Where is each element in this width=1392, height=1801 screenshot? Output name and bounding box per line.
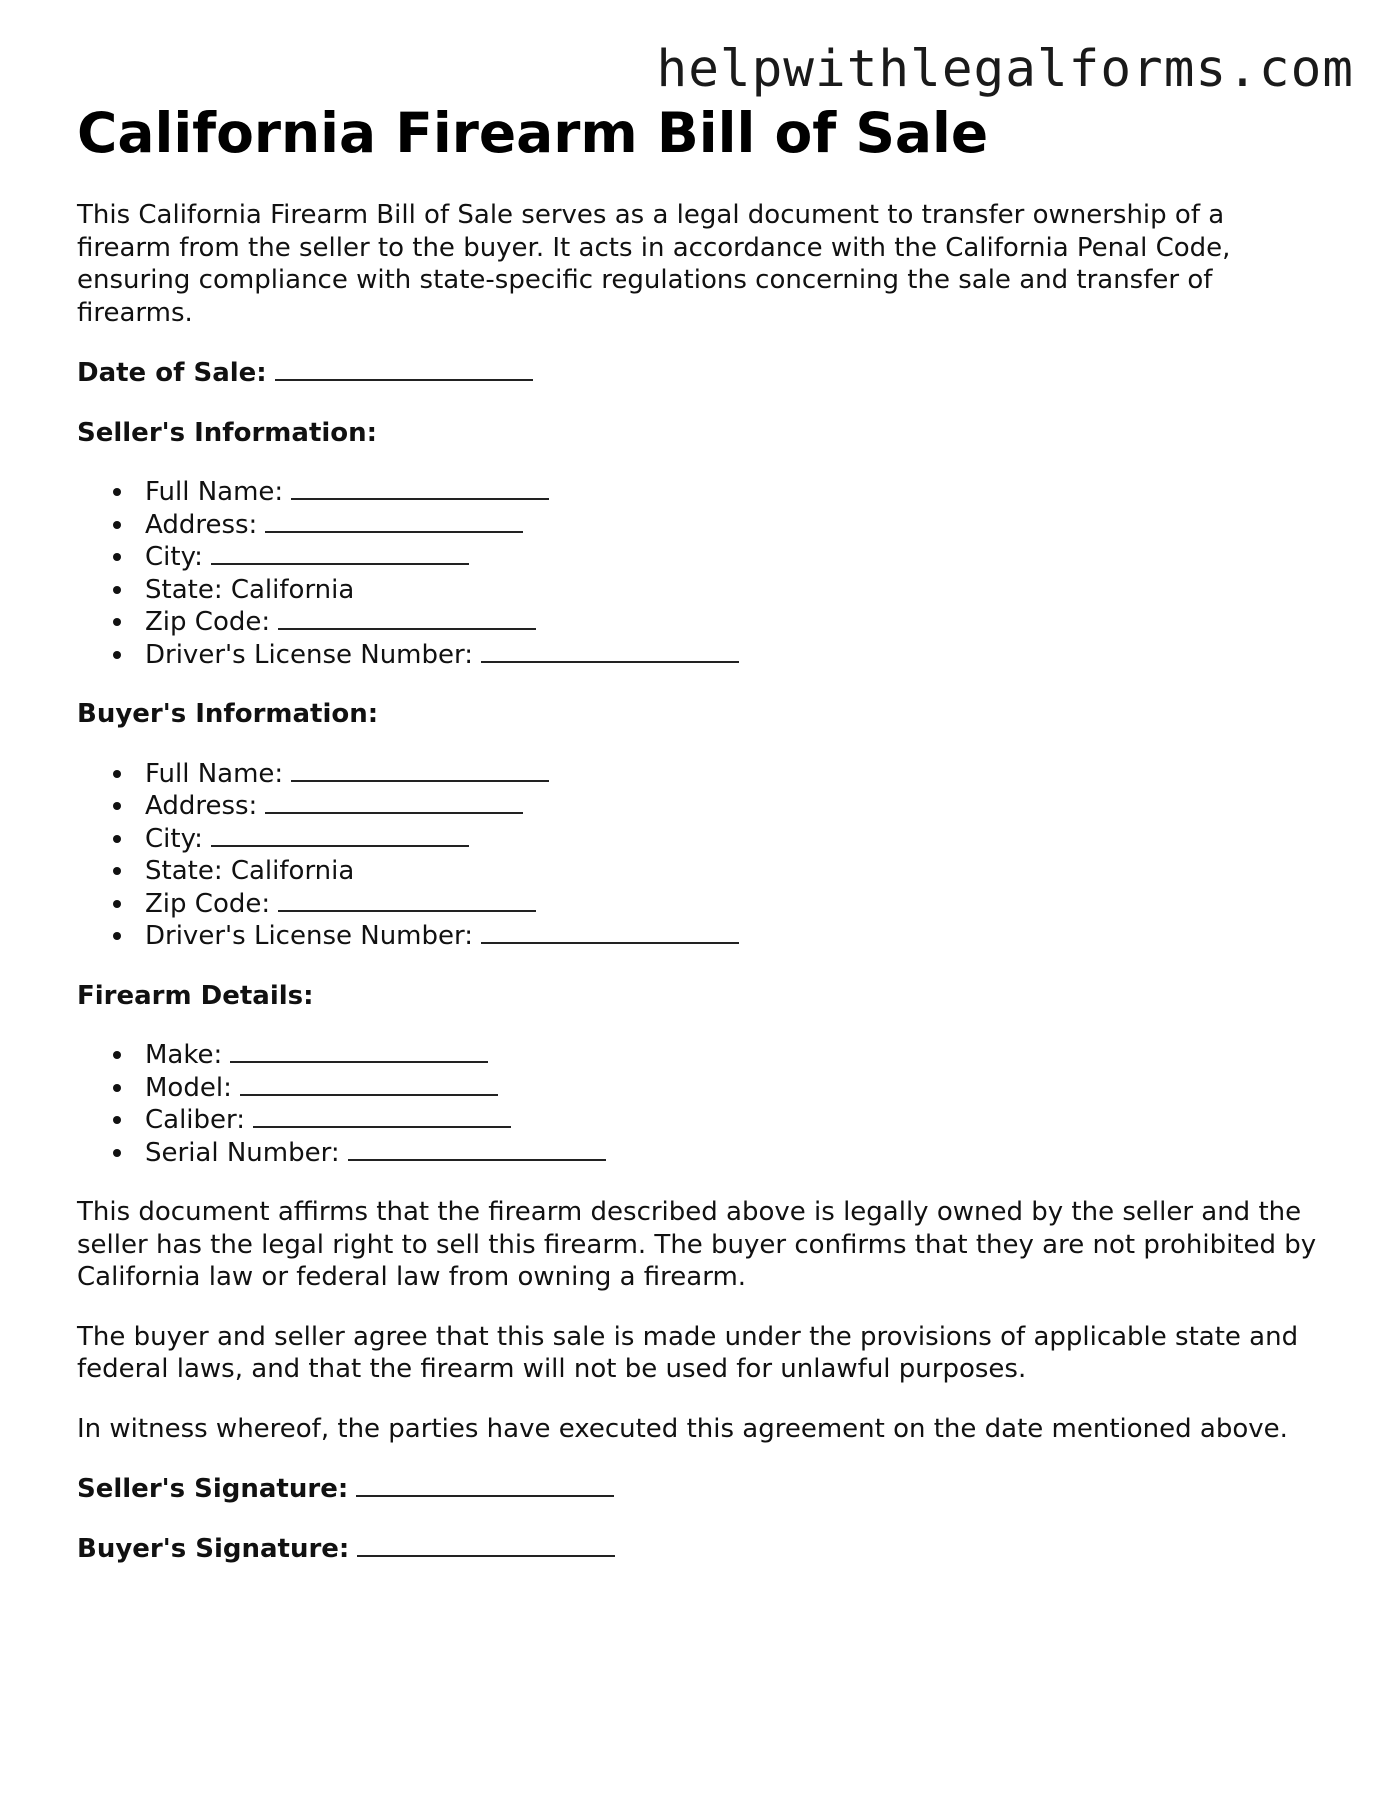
bullet-icon xyxy=(113,932,121,940)
firearm-section-heading: Firearm Details: xyxy=(77,980,314,1011)
field-label: Zip Code: xyxy=(145,607,271,637)
document-title: California Firearm Bill of Sale xyxy=(77,101,989,165)
buyer-full-name-field xyxy=(113,758,1317,791)
seller-section-heading: Seller's Information: xyxy=(77,417,378,448)
seller-address-blank[interactable] xyxy=(265,509,523,533)
bullet-icon xyxy=(113,1051,121,1059)
field-label: Make: xyxy=(145,1040,223,1070)
seller-zip-blank[interactable] xyxy=(278,606,536,630)
seller-city-field xyxy=(113,541,1317,574)
firearm-caliber-field xyxy=(113,1104,1317,1137)
date-of-sale-field xyxy=(77,357,1317,390)
firearm-caliber-blank[interactable] xyxy=(253,1104,511,1128)
seller-state-field xyxy=(113,574,1317,607)
field-label: Address: xyxy=(145,791,258,821)
seller-signature-label: Seller's Signature: xyxy=(77,1474,349,1504)
field-label: State: California xyxy=(145,856,355,886)
seller-full-name-field xyxy=(113,476,1317,509)
seller-full-name-blank[interactable] xyxy=(291,476,549,500)
bullet-icon xyxy=(113,521,121,529)
bullet-icon xyxy=(113,618,121,626)
firearm-model-field xyxy=(113,1072,1317,1105)
field-label: Driver's License Number: xyxy=(145,639,473,670)
firearm-make-blank[interactable] xyxy=(230,1039,488,1063)
site-watermark: helpwithlegalforms.com xyxy=(656,40,1354,99)
seller-signature-field xyxy=(77,1473,1317,1506)
field-label: Address: xyxy=(145,509,258,540)
seller-city-blank[interactable] xyxy=(211,541,469,565)
bullet-icon xyxy=(113,802,121,810)
bullet-icon xyxy=(113,488,121,496)
buyer-field-list xyxy=(77,758,1317,953)
intro-paragraph: This California Firearm Bill of Sale serves as a legal document to transfer ownership of a firearm from the seller to the buyer. It acts in accordance with the California Penal Code, ensuring compliance with state-specific regulations concerning the sale and transfer of firearms. xyxy=(77,200,1231,328)
field-label: Full Name: xyxy=(145,477,284,507)
document-page xyxy=(77,98,1317,1565)
buyer-signature-label: Buyer's Signature: xyxy=(77,1533,350,1564)
seller-license-blank[interactable] xyxy=(481,639,739,663)
buyer-license-field xyxy=(113,920,1317,953)
field-label: Serial Number: xyxy=(145,1137,340,1168)
buyer-zip-field xyxy=(113,888,1317,921)
buyer-city-blank[interactable] xyxy=(211,823,469,847)
firearm-make-field xyxy=(113,1039,1317,1072)
bullet-icon xyxy=(113,900,121,908)
witness-paragraph: In witness whereof, the parties have executed this agreement on the date mentioned above. xyxy=(77,1413,1288,1444)
bullet-icon xyxy=(113,1149,121,1157)
buyer-license-blank[interactable] xyxy=(481,920,739,944)
buyer-address-blank[interactable] xyxy=(265,790,523,814)
buyer-state-field xyxy=(113,855,1317,888)
field-label: Caliber: xyxy=(145,1105,246,1135)
firearm-field-list xyxy=(77,1039,1317,1169)
field-label: City: xyxy=(145,542,203,572)
bullet-icon xyxy=(113,770,121,778)
buyer-address-field xyxy=(113,790,1317,823)
bullet-icon xyxy=(113,651,121,659)
buyer-zip-blank[interactable] xyxy=(278,888,536,912)
firearm-model-blank[interactable] xyxy=(240,1072,498,1096)
date-of-sale-blank[interactable] xyxy=(275,357,533,381)
bullet-icon xyxy=(113,1084,121,1092)
buyer-full-name-blank[interactable] xyxy=(291,758,549,782)
field-label: Full Name: xyxy=(145,758,284,789)
seller-address-field xyxy=(113,509,1317,542)
firearm-serial-field xyxy=(113,1137,1317,1170)
buyer-section-heading: Buyer's Information: xyxy=(77,699,379,729)
field-label: Zip Code: xyxy=(145,888,271,919)
seller-field-list xyxy=(77,476,1317,671)
seller-license-field xyxy=(113,639,1317,672)
bullet-icon xyxy=(113,867,121,875)
agreement-paragraph: The buyer and seller agree that this sale is made under the provisions of applicable state and federal laws, and that the firearm will not be used for unlawful purposes. xyxy=(77,1321,1299,1384)
bullet-icon xyxy=(113,1116,121,1124)
field-label: Model: xyxy=(145,1072,232,1103)
affirmation-paragraph: This document affirms that the firearm described above is legally owned by the seller and the seller has the legal right to sell this firearm. The buyer confirms that they are not prohibited by California law or federal law from owning a firearm. xyxy=(77,1197,1317,1292)
seller-signature-blank[interactable] xyxy=(356,1473,614,1497)
bullet-icon xyxy=(113,835,121,843)
firearm-serial-blank[interactable] xyxy=(348,1137,606,1161)
buyer-signature-blank[interactable] xyxy=(357,1533,615,1557)
seller-zip-field xyxy=(113,606,1317,639)
bullet-icon xyxy=(113,586,121,594)
bullet-icon xyxy=(113,553,121,561)
field-label: City: xyxy=(145,823,203,854)
date-of-sale-label: Date of Sale: xyxy=(77,358,267,388)
buyer-signature-field xyxy=(77,1533,1317,1566)
buyer-city-field xyxy=(113,823,1317,856)
field-label: State: California xyxy=(145,574,355,605)
field-label: Driver's License Number: xyxy=(145,921,473,951)
